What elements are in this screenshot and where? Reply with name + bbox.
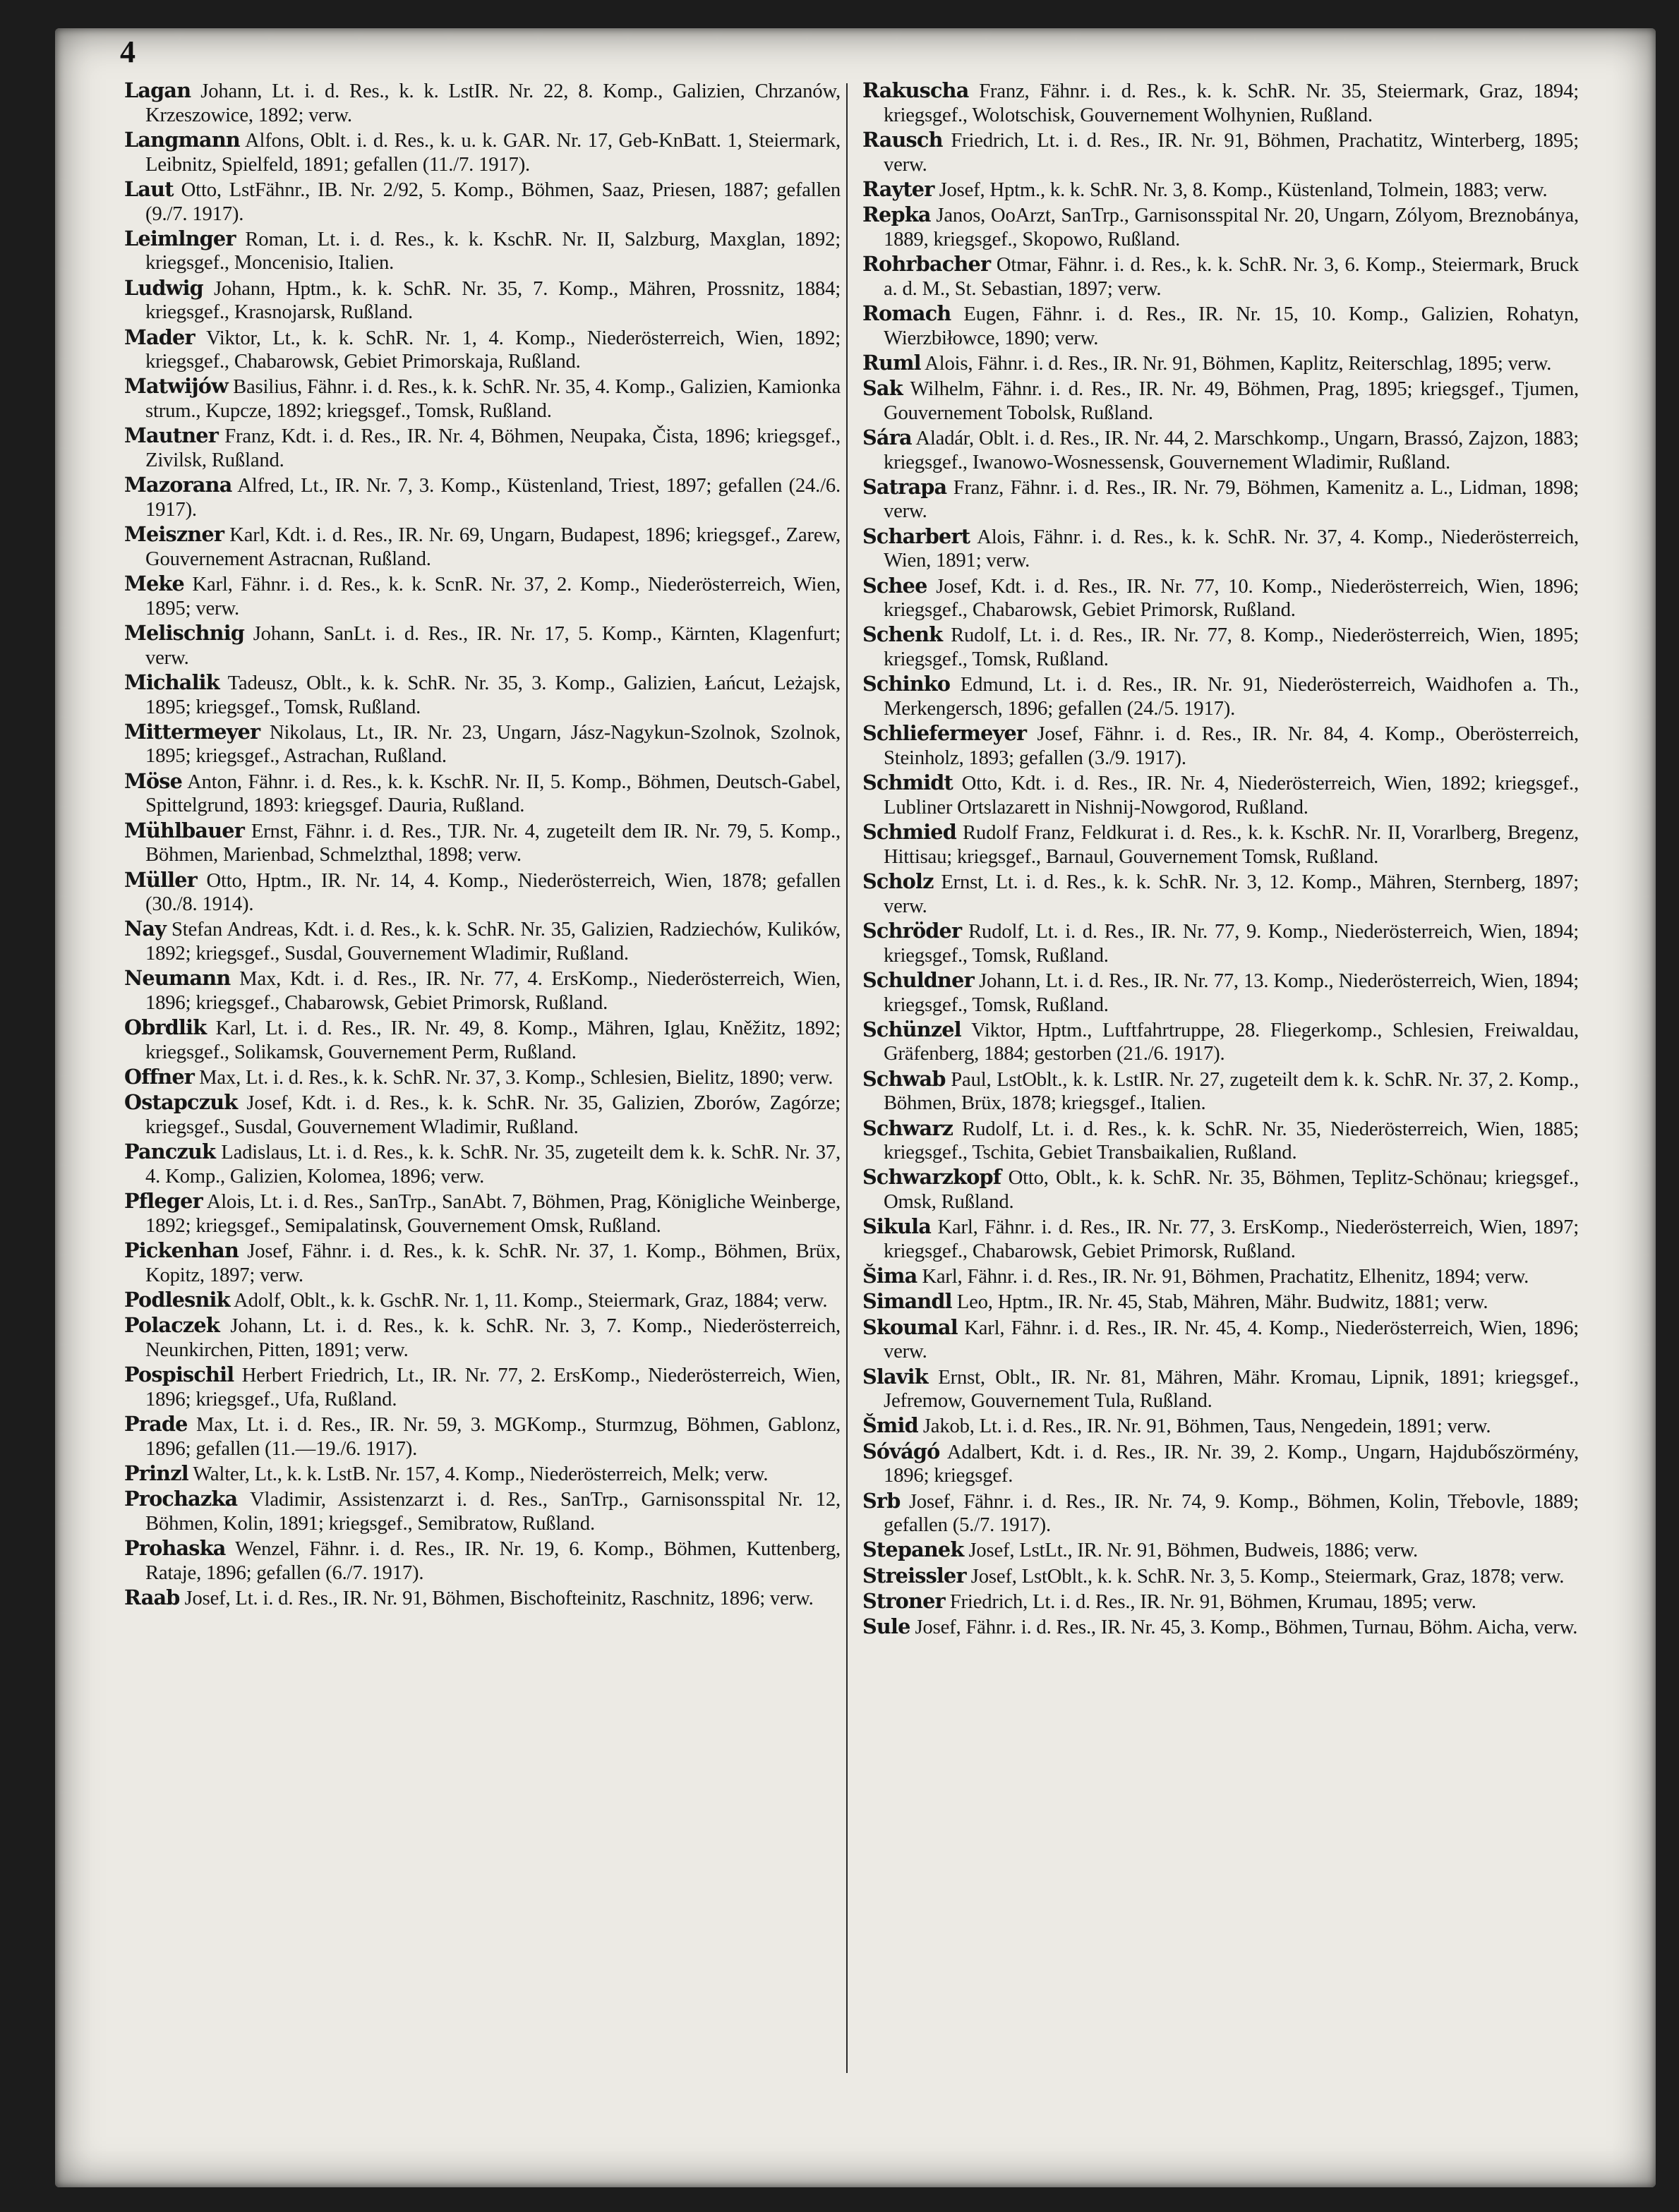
entry-surname: Langmann	[124, 127, 240, 152]
list-item	[862, 128, 1579, 176]
entry-details: Roman, Lt. i. d. Res., k. k. KschR. Nr. II, Salzburg, Maxglan, 1892; kriegsgef., Moncenisio, Italien.	[145, 227, 841, 274]
list-item	[124, 967, 841, 1015]
list-item	[124, 326, 841, 374]
entry-details: Josef, Kdt. i. d. Res., k. k. SchR. Nr. 35, Galizien, Zborów, Zagórze; kriegsgef., Susdal, Gouvernement Wladimir, Rußland.	[145, 1092, 841, 1139]
list-item	[862, 1068, 1579, 1116]
list-item	[862, 426, 1579, 474]
list-item	[862, 476, 1579, 524]
entry-surname: Schmied	[862, 820, 957, 845]
list-item	[124, 1413, 841, 1461]
entry-details: Franz, Fähnr. i. d. Res., IR. Nr. 79, Böhmen, Kamenitz a. L., Lidman, 1898; verw.	[884, 476, 1579, 523]
list-item	[124, 79, 841, 127]
entry-details: Janos, OoArzt, SanTrp., Garnisonsspital Nr. 20, Ungarn, Zólyom, Breznobánya, 1889, kriegsgef., Skopowo, Rußland.	[884, 204, 1579, 250]
entry-details: Eugen, Fähnr. i. d. Res., IR. Nr. 15, 10. Komp., Galizien, Rohatyn, Wierzbiłowce, 1890; verw.	[884, 302, 1579, 349]
list-item	[862, 969, 1579, 1017]
entry-surname: Offner	[124, 1065, 195, 1089]
list-item	[124, 917, 841, 965]
entry-surname: Schinko	[862, 672, 951, 696]
list-item	[124, 572, 841, 620]
list-item	[124, 1239, 841, 1287]
entry-surname: Sára	[862, 425, 912, 449]
list-item	[124, 128, 841, 176]
entry-details: Johann, SanLt. i. d. Res., IR. Nr. 17, 5. Komp., Kärnten, Klagenfurt; verw.	[145, 622, 841, 669]
right-column	[862, 79, 1579, 1640]
list-item	[862, 302, 1579, 350]
entry-surname: Podlesnik	[124, 1287, 230, 1312]
entry-details: Alfred, Lt., IR. Nr. 7, 3. Komp., Küstenland, Triest, 1897; gefallen (24./6. 1917).	[145, 474, 841, 521]
list-item	[124, 523, 841, 571]
entry-surname: Ludwig	[124, 275, 203, 300]
entry-details: Karl, Lt. i. d. Res., IR. Nr. 49, 8. Komp., Mähren, Iglau, Kněžitz, 1892; kriegsgef., Solikamsk, Gouvernement Perm, Rußland.	[145, 1017, 841, 1063]
left-column	[124, 79, 841, 1612]
entry-details: Josef, Fähnr. i. d. Res., IR. Nr. 45, 3. Komp., Böhmen, Turnau, Böhm. Aicha, verw.	[915, 1616, 1578, 1639]
entry-surname: Srb	[862, 1488, 901, 1513]
list-item	[124, 277, 841, 325]
entry-surname: Sule	[862, 1614, 910, 1639]
entry-details: Walter, Lt., k. k. LstB. Nr. 157, 4. Komp., Niederösterreich, Melk; verw.	[193, 1462, 769, 1485]
entry-surname: Schwarz	[862, 1116, 953, 1140]
entry-details: Karl, Fähnr. i. d. Res., IR. Nr. 45, 4. Komp., Niederösterreich, Wien, 1896; verw.	[884, 1316, 1579, 1363]
entry-details: Josef, Fähnr. i. d. Res., IR. Nr. 84, 4. Komp., Oberösterreich, Steinholz, 1893; gefallen (3./9. 1917).	[884, 723, 1579, 769]
entry-details: Otto, Kdt. i. d. Res., IR. Nr. 4, Niederösterreich, Wien, 1892; kriegsgef., Lubliner Ortslazarett in Nishnij-Nowgorod, Rußland.	[884, 772, 1579, 818]
entry-details: Edmund, Lt. i. d. Res., IR. Nr. 91, Niederösterreich, Waidhofen a. Th., Merkengersch, 1896; gefallen (24./5. 1917).	[884, 673, 1579, 720]
list-item	[124, 869, 841, 917]
entry-details: Josef, Hptm., k. k. SchR. Nr. 3, 8. Komp., Küstenland, Tolmein, 1883; verw.	[939, 178, 1548, 201]
list-item	[124, 770, 841, 818]
list-item	[124, 819, 841, 867]
entry-surname: Prochazka	[124, 1487, 238, 1511]
list-item	[124, 1487, 841, 1535]
entry-surname: Laut	[124, 176, 174, 201]
entry-details: Max, Lt. i. d. Res., k. k. SchR. Nr. 37, 3. Komp., Schlesien, Bielitz, 1890; verw.	[199, 1066, 834, 1089]
page-number: 4	[120, 35, 136, 69]
entry-surname: Nay	[124, 917, 167, 941]
list-item	[862, 1564, 1579, 1589]
list-item	[124, 720, 841, 768]
entry-surname: Mühlbauer	[124, 818, 245, 842]
list-item	[862, 79, 1579, 127]
entry-details: Wenzel, Fähnr. i. d. Res., IR. Nr. 19, 6. Komp., Böhmen, Kuttenberg, Rataje, 1896; gefallen (6./7. 1917).	[145, 1537, 841, 1584]
entry-surname: Schliefermeyer	[862, 721, 1027, 746]
entry-details: Viktor, Lt., k. k. SchR. Nr. 1, 4. Komp., Niederösterreich, Wien, 1892; kriegsgef., Chabarowsk, Gebiet Primorskaja, Rußland.	[145, 326, 841, 373]
entry-surname: Schuldner	[862, 967, 974, 992]
entry-details: Anton, Fähnr. i. d. Res., k. k. KschR. Nr. II, 5. Komp., Böhmen, Deutsch-Gabel, Spittelgrund, 1893: kriegsgef. Dauria, Rußland.	[145, 770, 841, 817]
list-item	[862, 1615, 1579, 1640]
entry-details: Wilhelm, Fähnr. i. d. Res., IR. Nr. 49, Böhmen, Prag, 1895; kriegsgef., Tjumen, Gouvernement Tobolsk, Rußland.	[884, 377, 1579, 424]
entry-surname: Panczuk	[124, 1140, 216, 1164]
list-item	[862, 1489, 1579, 1537]
list-item	[862, 1166, 1579, 1214]
entry-surname: Raab	[124, 1585, 180, 1609]
list-item	[862, 178, 1579, 203]
entry-details: Otmar, Fähnr. i. d. Res., k. k. SchR. Nr. 3, 6. Komp., Steiermark, Bruck a. d. M., St. Sebastian, 1897; verw.	[884, 253, 1579, 300]
entry-details: Alfons, Oblt. i. d. Res., k. u. k. GAR. Nr. 17, Geb-KnBatt. 1, Steiermark, Leibnitz, Spielfeld, 1891; gefallen (11./7. 1917).	[145, 128, 841, 176]
entry-details: Tadeusz, Oblt., k. k. SchR. Nr. 35, 3. Komp., Galizien, Łańcut, Leżajsk, 1895; kriegsgef., Tomsk, Rußland.	[145, 671, 841, 718]
entry-details: Otto, Hptm., IR. Nr. 14, 4. Komp., Niederösterreich, Wien, 1878; gefallen (30./8. 1914).	[145, 869, 841, 916]
entry-details: Johann, Hptm., k. k. SchR. Nr. 35, 7. Komp., Mähren, Prossnitz, 1884; kriegsgef., Krasnojarsk, Rußland.	[145, 277, 841, 324]
list-item	[862, 525, 1579, 573]
entry-details: Josef, LstLt., IR. Nr. 91, Böhmen, Budweis, 1886; verw.	[968, 1539, 1418, 1562]
entry-details: Friedrich, Lt. i. d. Res., IR. Nr. 91, Böhmen, Prachatitz, Winterberg, 1895; verw.	[884, 128, 1579, 176]
entry-details: Josef, Kdt. i. d. Res., IR. Nr. 77, 10. Komp., Niederösterreich, Wien, 1896; kriegsgef., Chabarowsk, Gebiet Primorsk, Rußland.	[884, 574, 1579, 622]
entry-surname: Schee	[862, 573, 927, 598]
entry-surname: Sak	[862, 375, 903, 400]
entry-details: Herbert Friedrich, Lt., IR. Nr. 77, 2. ErsKomp., Niederösterreich, Wien, 1896; kriegsgef., Ufa, Rußland.	[145, 1364, 841, 1410]
list-item	[862, 1538, 1579, 1563]
entry-details: Franz, Fähnr. i. d. Res., k. k. SchR. Nr. 35, Steiermark, Graz, 1894; kriegsgef., Wolotschisk, Gouvernement Wolhynien, Rußland.	[884, 80, 1579, 126]
list-item	[124, 1586, 841, 1611]
entry-surname: Romach	[862, 301, 951, 325]
entry-details: Franz, Kdt. i. d. Res., IR. Nr. 4, Böhmen, Neupaka, Čista, 1896; kriegsgef., Zivilsk, Rußland.	[145, 425, 841, 472]
entry-details: Alois, Fähnr. i. d. Res., k. k. SchR. Nr. 37, 4. Komp., Niederösterreich, Wien, 1891; verw.	[884, 525, 1579, 572]
entry-details: Karl, Fähnr. i. d. Res., IR. Nr. 77, 3. ErsKomp., Niederösterreich, Wien, 1897; kriegsgef., Chabarowsk, Gebiet Primorsk, Rußland.	[884, 1216, 1579, 1263]
entry-surname: Scholz	[862, 869, 934, 893]
entry-details: Johann, Lt. i. d. Res., IR. Nr. 77, 13. Komp., Niederösterreich, Wien, 1894; kriegsgef., Tomsk, Rußland.	[884, 969, 1579, 1016]
entry-surname: Michalik	[124, 670, 219, 694]
entry-surname: Rakuscha	[862, 78, 969, 102]
entry-surname: Sikula	[862, 1214, 932, 1239]
entry-surname: Rausch	[862, 127, 943, 152]
list-item	[124, 1016, 841, 1064]
entry-details: Josef, LstOblt., k. k. SchR. Nr. 3, 5. Komp., Steiermark, Graz, 1878; verw.	[970, 1564, 1565, 1588]
entry-surname: Mautner	[124, 423, 219, 448]
entry-details: Johann, Lt. i. d. Res., k. k. LstIR. Nr. 22, 8. Komp., Galizien, Chrzanów, Krzeszowice, 1892; verw.	[145, 80, 841, 126]
entry-surname: Scharbert	[862, 524, 970, 548]
list-item	[862, 1590, 1579, 1614]
entry-surname: Satrapa	[862, 474, 947, 499]
entry-surname: Müller	[124, 867, 197, 892]
entry-details: Paul, LstOblt., k. k. LstIR. Nr. 27, zugeteilt dem k. k. SchR. Nr. 37, 2. Komp., Böhmen, Brüx, 1878; kriegsgef., Italien.	[884, 1068, 1579, 1115]
entry-surname: Schünzel	[862, 1017, 961, 1041]
entry-surname: Obrdlik	[124, 1015, 207, 1040]
entry-details: Vladimir, Assistenzarzt i. d. Res., SanTrp., Garnisonsspital Nr. 12, Böhmen, Kolin, 1891; kriegsgef., Semibratow, Rußland.	[145, 1488, 841, 1535]
list-item	[124, 424, 841, 472]
entry-details: Alois, Fähnr. i. d. Res., IR. Nr. 91, Böhmen, Kaplitz, Reiterschlag, 1895; verw.	[925, 351, 1552, 375]
entry-details: Max, Kdt. i. d. Res., IR. Nr. 77, 4. ErsKomp., Niederösterreich, Wien, 1896; kriegsgef., Chabarowsk, Gebiet Primorsk, Rußland.	[145, 967, 841, 1015]
entry-surname: Repka	[862, 203, 931, 227]
entry-details: Otto, LstFähnr., IB. Nr. 2/92, 5. Komp., Böhmen, Saaz, Priesen, 1887; gefallen (9./7. 1917).	[145, 178, 841, 225]
entry-details: Josef, Fähnr. i. d. Res., k. k. SchR. Nr. 37, 1. Komp., Böhmen, Brüx, Kopitz, 1897; verw.	[145, 1240, 841, 1286]
entry-details: Ernst, Oblt., IR. Nr. 81, Mähren, Mähr. Kromau, Lipnik, 1891; kriegsgef., Jefremow, Gouvernement Tula, Rußland.	[884, 1365, 1579, 1413]
entry-surname: Meiszner	[124, 522, 224, 547]
entry-details: Leo, Hptm., IR. Nr. 45, Stab, Mähren, Mähr. Budwitz, 1881; verw.	[956, 1291, 1488, 1314]
entry-surname: Leimlnger	[124, 226, 236, 250]
list-item	[862, 1414, 1579, 1439]
list-item	[862, 1117, 1579, 1165]
entry-surname: Simandl	[862, 1289, 952, 1314]
entry-surname: Pfleger	[124, 1189, 203, 1214]
entry-details: Rudolf Franz, Feldkurat i. d. Res., k. k. KschR. Nr. II, Vorarlberg, Bregenz, Hittisau; kriegsgef., Barnaul, Gouvernement Tomsk, Rußland.	[884, 821, 1579, 868]
entry-surname: Mittermeyer	[124, 719, 260, 744]
entry-details: Ernst, Fähnr. i. d. Res., TJR. Nr. 4, zugeteilt dem IR. Nr. 79, 5. Komp., Böhmen, Marienbad, Schmelzthal, 1898; verw.	[145, 819, 841, 866]
entry-details: Jakob, Lt. i. d. Res., IR. Nr. 91, Böhmen, Taus, Nengedein, 1891; verw.	[922, 1415, 1491, 1438]
list-item	[862, 821, 1579, 869]
entry-surname: Ostapczuk	[124, 1090, 238, 1115]
entry-surname: Pickenhan	[124, 1238, 239, 1263]
list-item	[124, 227, 841, 275]
list-item	[124, 622, 841, 670]
entry-details: Ladislaus, Lt. i. d. Res., k. k. SchR. Nr. 35, zugeteilt dem k. k. SchR. Nr. 37, 4. Komp., Galizien, Kolomea, 1896; verw.	[145, 1141, 841, 1187]
entry-surname: Matwijów	[124, 374, 228, 399]
entry-surname: Prohaska	[124, 1535, 226, 1560]
entry-details: Alois, Lt. i. d. Res., SanTrp., SanAbt. 7, Böhmen, Prag, Königliche Weinberge, 1892; kriegsgef., Semipalatinsk, Gouvernement Omsk, Rußland.	[145, 1190, 841, 1237]
list-item	[124, 1363, 841, 1411]
list-item	[862, 253, 1579, 301]
list-item	[862, 203, 1579, 251]
entry-surname: Lagan	[124, 78, 191, 102]
entry-details: Josef, Lt. i. d. Res., IR. Nr. 91, Böhmen, Bischofteinitz, Raschnitz, 1896; verw.	[184, 1586, 814, 1609]
entry-surname: Schröder	[862, 918, 962, 943]
list-item	[124, 375, 841, 423]
list-item	[124, 1314, 841, 1362]
column-divider	[846, 83, 848, 2073]
entry-surname: Šmid	[862, 1413, 918, 1438]
list-item	[862, 351, 1579, 376]
entry-surname: Mazorana	[124, 473, 232, 497]
list-item	[862, 672, 1579, 720]
entry-surname: Šima	[862, 1264, 917, 1288]
entry-details: Otto, Oblt., k. k. SchR. Nr. 35, Böhmen, Teplitz-Schönau; kriegsgef., Omsk, Rußland.	[884, 1166, 1579, 1214]
entry-surname: Schwab	[862, 1066, 946, 1091]
list-item	[862, 1365, 1579, 1413]
list-item	[862, 574, 1579, 622]
entry-surname: Neumann	[124, 966, 231, 991]
entry-surname: Möse	[124, 768, 183, 793]
list-item	[862, 1018, 1579, 1066]
entry-details: Friedrich, Lt. i. d. Res., IR. Nr. 91, Böhmen, Krumau, 1895; verw.	[949, 1590, 1476, 1613]
list-item	[862, 623, 1579, 671]
list-item	[124, 1065, 841, 1090]
entry-surname: Streissler	[862, 1563, 966, 1588]
entry-details: Basilius, Fähnr. i. d. Res., k. k. SchR. Nr. 35, 4. Komp., Galizien, Kamionka strum., Kupcze, 1892; kriegsgef., Tomsk, Rußland.	[145, 375, 841, 423]
entry-surname: Stepanek	[862, 1537, 964, 1562]
list-item	[124, 178, 841, 226]
entry-details: Aladár, Oblt. i. d. Res., IR. Nr. 44, 2. Marschkomp., Ungarn, Brassó, Zajzon, 1883; kriegsgef., Iwanowo-Wosnessensk, Gouvernement Wladimir, Rußland.	[884, 426, 1579, 473]
list-item	[124, 1140, 841, 1188]
entry-surname: Sóvágó	[862, 1439, 940, 1463]
entry-surname: Slavik	[862, 1364, 928, 1389]
entry-details: Rudolf, Lt. i. d. Res., k. k. SchR. Nr. 35, Niederösterreich, Wien, 1885; kriegsgef., Tschita, Gebiet Transbaikalien, Rußland.	[884, 1117, 1579, 1164]
list-item	[124, 1462, 841, 1487]
entry-surname: Stroner	[862, 1588, 945, 1613]
entry-surname: Rohrbacher	[862, 251, 991, 276]
entry-details: Viktor, Hptm., Luftfahrtruppe, 28. Fliegerkomp., Schlesien, Freiwaldau, Gräfenberg, 1884; gestorben (21./6. 1917).	[884, 1018, 1579, 1065]
list-item	[862, 1264, 1579, 1289]
list-item	[124, 1190, 841, 1238]
list-item	[862, 1440, 1579, 1488]
list-item	[124, 473, 841, 521]
list-item	[124, 1091, 841, 1139]
entry-details: Karl, Kdt. i. d. Res., IR. Nr. 69, Ungarn, Budapest, 1896; kriegsgef., Zarew, Gouvernement Astracnan, Rußland.	[145, 524, 841, 570]
list-item	[862, 377, 1579, 425]
entry-surname: Rayter	[862, 176, 934, 201]
entry-surname: Prinzl	[124, 1461, 188, 1485]
entry-details: Ernst, Lt. i. d. Res., k. k. SchR. Nr. 3, 12. Komp., Mähren, Sternberg, 1897; verw.	[884, 871, 1579, 917]
entry-details: Adolf, Oblt., k. k. GschR. Nr. 1, 11. Komp., Steiermark, Graz, 1884; verw.	[234, 1288, 828, 1312]
list-item	[862, 722, 1579, 770]
entry-details: Nikolaus, Lt., IR. Nr. 23, Ungarn, Jász-Nagykun-Szolnok, Szolnok, 1895; kriegsgef., Astrachan, Rußland.	[145, 720, 841, 768]
entry-details: Stefan Andreas, Kdt. i. d. Res., k. k. SchR. Nr. 35, Galizien, Radziechów, Kulików, 1892; kriegsgef., Susdal, Gouvernement Wladimir, Rußland.	[145, 918, 841, 965]
list-item	[862, 919, 1579, 967]
entry-surname: Skoumal	[862, 1314, 958, 1339]
entry-details: Karl, Fähnr. i. d. Res., IR. Nr. 91, Böhmen, Prachatitz, Elhenitz, 1894; verw.	[922, 1265, 1529, 1288]
entry-details: Adalbert, Kdt. i. d. Res., IR. Nr. 39, 2. Komp., Ungarn, Hajdubőszörmény, 1896; kriegsgef.	[884, 1440, 1579, 1487]
entry-surname: Pospischil	[124, 1362, 234, 1387]
entry-surname: Prade	[124, 1411, 188, 1436]
list-item	[862, 1290, 1579, 1314]
entry-details: Rudolf, Lt. i. d. Res., IR. Nr. 77, 9. Komp., Niederösterreich, Wien, 1894; kriegsgef., Tomsk, Rußland.	[884, 919, 1579, 967]
entry-details: Johann, Lt. i. d. Res., k. k. SchR. Nr. 3, 7. Komp., Niederösterreich, Neunkirchen, Pitten, 1891; verw.	[145, 1314, 841, 1361]
entry-surname: Schenk	[862, 622, 943, 647]
entry-details: Max, Lt. i. d. Res., IR. Nr. 59, 3. MGKomp., Sturmzug, Böhmen, Gablonz, 1896; gefallen (11.—19./6. 1917).	[145, 1413, 841, 1460]
list-item	[124, 1537, 841, 1585]
entry-details: Josef, Fähnr. i. d. Res., IR. Nr. 74, 9. Komp., Böhmen, Kolin, Třebovle, 1889; gefallen (5./7. 1917).	[884, 1489, 1579, 1537]
list-item	[862, 771, 1579, 819]
list-item	[862, 1316, 1579, 1364]
entry-surname: Polaczek	[124, 1313, 219, 1338]
entry-surname: Melischnig	[124, 620, 245, 645]
entry-surname: Ruml	[862, 350, 921, 375]
entry-surname: Meke	[124, 572, 184, 596]
entry-surname: Mader	[124, 325, 195, 349]
entry-surname: Schwarzkopf	[862, 1165, 1001, 1190]
list-item	[124, 671, 841, 719]
entry-surname: Schmidt	[862, 770, 953, 795]
entry-details: Rudolf, Lt. i. d. Res., IR. Nr. 77, 8. Komp., Niederösterreich, Wien, 1895; kriegsgef., Tomsk, Rußland.	[884, 624, 1579, 671]
entry-details: Karl, Fähnr. i. d. Res., k. k. ScnR. Nr. 37, 2. Komp., Niederösterreich, Wien, 1895; verw.	[145, 573, 841, 620]
list-item	[862, 870, 1579, 918]
list-item	[124, 1288, 841, 1313]
list-item	[862, 1215, 1579, 1263]
